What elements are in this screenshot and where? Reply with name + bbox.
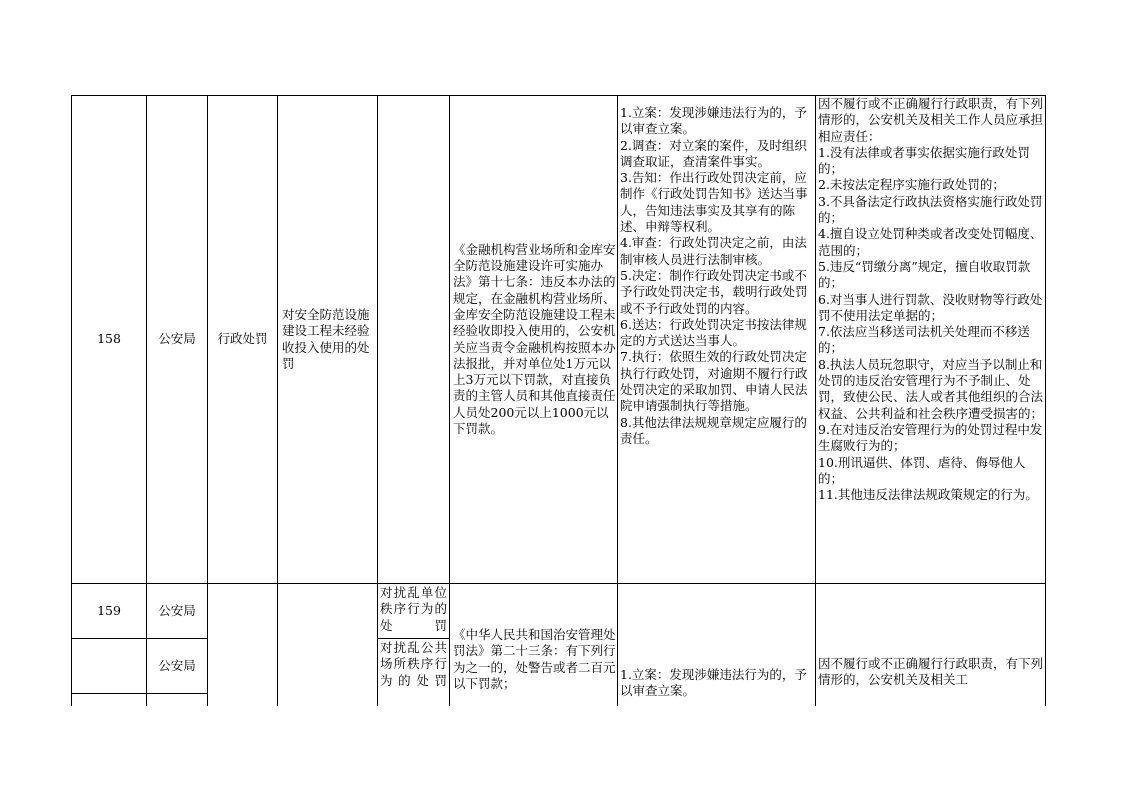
row-160-department: 公安局 [158,658,196,674]
col-line-7 [815,95,816,706]
row-divider-158-159 [71,583,1046,584]
col-line-8 [1045,95,1046,706]
row-158-liability: 因不履行或不正确履行行政职责，有下列情形的，公安机关及相关工作人员应承担相应责任： 1.没有法律或者事实依据实施行政处罚的； 2.未按法定程序实施行政处罚的； 3.不具备法定行政执法资格实施行政处罚的； 4.擅自设立处罚种类或者改变处罚幅度、范围的； 5.违反“罚缴分离”规定，擅自收取罚款的； 6.对当事人进行罚款、没收财物等行政处罚不使用法定单据的； 7.依法应当移送司法机关处理而不移送的； 8.执法人员玩忽职守，对应当予以制止和处罚的违反治安管理行为不予制止、处罚，致使公民、法人或者其他组织的合法权益、公共利益和社会秩序遭受损害的； 9.在对违反治安管理行为的处罚过程中发生腐败行为的； 10.刑讯逼供、体罚、虐待、侮辱他人的； 11.其他违反法律法规政策规定的行为。 [818,96,1044,503]
col-line-6 [617,95,618,706]
col-line-5 [449,95,450,706]
row-159-subitem: 对扰乱单位秩序行为的处罚 [380,585,447,633]
row-158-type: 行政处罚 [217,331,268,347]
row-158-number: 158 [97,331,121,347]
group-159-process: 1.立案：发现涉嫌违法行为的，予以审查立案。 [620,667,807,699]
col-line-3 [277,95,278,706]
row-160-subitem: 对扰乱公共场所秩序行为的处罚 [380,640,447,688]
row-159-department: 公安局 [158,602,196,618]
row-159-number: 159 [97,602,121,618]
row-158-basis-text: 《金融机构营业场所和金库安全防范设施建设许可实施办法》第十七条：违反本办法的规定，在金融机构营业场所、金库安全防范设施建设工程未经验收即投入使用的，公安机关应当责令金融机构按照本办法报批，并对单位处1万元以上3万元以下罚款，对直接负责的主管人员和其他直接责任人员处200元以上1000元以下罚款。 [453,241,616,436]
col-line-4 [377,95,378,706]
group-159-basis: 《中华人民共和国治安管理处罚法》第二十三条：有下列行为之一的，处警告或者二百元以下罚款； [453,627,616,691]
row-158-basis [453,96,616,583]
row-158-department: 公安局 [158,331,196,347]
row-158-item [282,96,376,583]
subitem-divider [378,638,449,639]
table-border-bottom-left [71,693,207,694]
row-158-process: 1.立案：发现涉嫌违法行为的，予以审查立案。 2.调查：对立案的案件，及时组织调查取证，查清案件事实。 3.告知：作出行政处罚决定前，应制作《行政处罚告知书》送达当事人，告知违法事实及其享有的陈述、申辩等权利。 4.审查：行政处罚决定之前，由法制审核人员进行法制审核。 5.决定：制作行政处罚决定书或不予行政处罚决定书，载明行政处罚或不予行政处罚的内容。 6.送达：行政处罚决定书按法律规定的方式送达当事人。 7.执行：依照生效的行政处罚决定执行行政处罚，对逾期不履行行政处罚决定的采取加罚、申请人民法院申请强制执行等措施。 8.其他法律法规规章规定应履行的责任。 [620,105,808,446]
row-158-item-text: 对安全防范设施建设工程未经验收投入使用的处罚 [282,306,370,371]
group-159-liability: 因不履行或不正确履行行政职责，有下列情形的，公安机关及相关工 [818,656,1044,688]
